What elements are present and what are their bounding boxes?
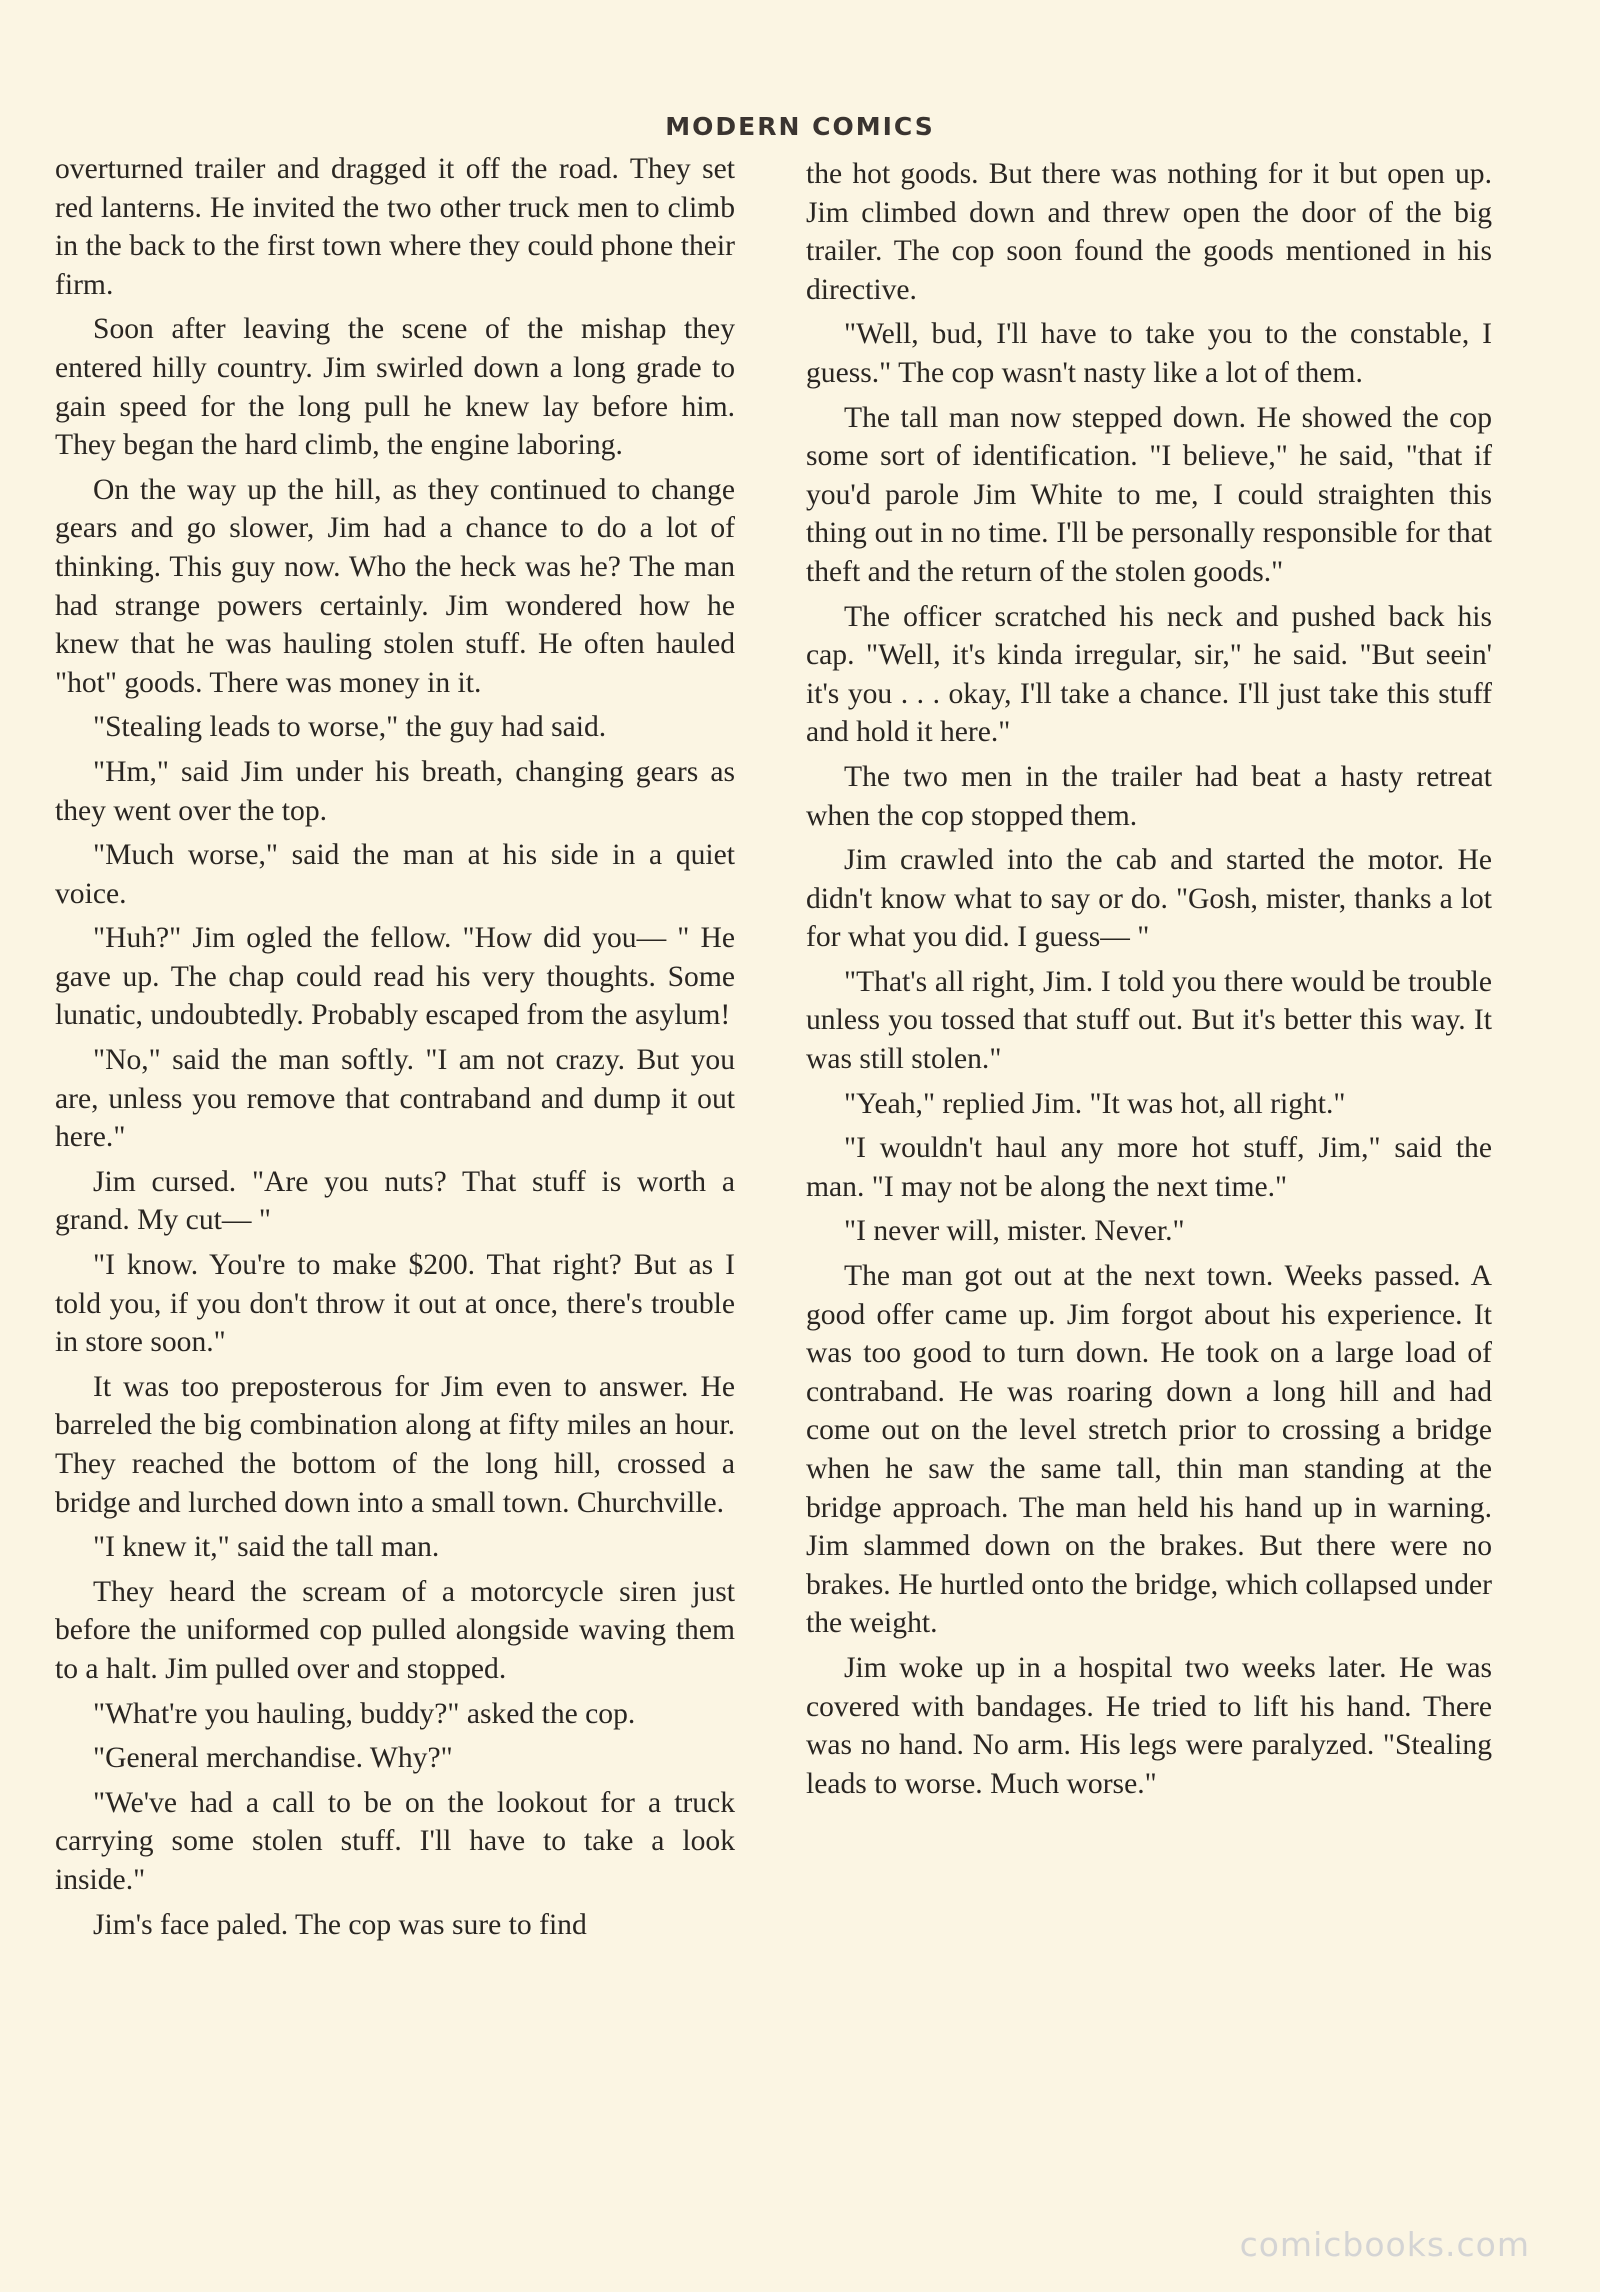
watermark: comicbooks.com [1239,2225,1530,2264]
paragraph: "No," said the man softly. "I am not crazy. But you are, unless you remove that contraband and dump it out here." [55,1044,735,1154]
paragraph: "Yeah," replied Jim. "It was hot, all right." [844,1087,1346,1120]
paragraph: The two men in the trailer had beat a hasty retreat when the cop stopped them. [806,760,1492,832]
paragraph: the hot goods. But there was nothing for it but open up. Jim climbed down and threw open the door of the big trailer. The cop soon found the goods mentioned in his directive. [806,158,1492,306]
paragraph: Jim's face paled. The cop was sure to find [93,1908,587,1941]
paragraph: "Hm," said Jim under his breath, changing gears as they went over the top. [55,755,735,827]
paragraph: "What're you hauling, buddy?" asked the cop. [93,1697,636,1730]
paragraph: Jim crawled into the cab and started the motor. He didn't know what to say or do. "Gosh, mister, thanks a lot for what you did. I guess— " [806,844,1492,954]
paragraph: The officer scratched his neck and pushed back his cap. "Well, it's kinda irregular, sir," he said. "But seein' it's you . . . okay, I'll take a chance. I'll just take this stuff and hold it here." [806,600,1492,749]
paragraph: "I knew it," said the tall man. [93,1531,440,1564]
paragraph: "Stealing leads to worse," the guy had said. [93,711,607,744]
paragraph: "I never will, mister. Never." [844,1215,1185,1248]
paragraph: "General merchandise. Why?" [93,1742,453,1775]
paragraph: Jim cursed. "Are you nuts? That stuff is worth a grand. My cut— " [55,1165,735,1237]
paragraph: They heard the scream of a motorcycle siren just before the uniformed cop pulled alongside waving them to a halt. Jim pulled over and stopped. [55,1575,735,1685]
paragraph: "Well, bud, I'll have to take you to the constable, I guess." The cop wasn't nasty like a lot of them. [806,318,1492,389]
page-header: MODERN COMICS [665,112,935,141]
paragraph: Soon after leaving the scene of the mishap they entered hilly country. Jim swirled down a long grade to gain speed for the long pull he knew lay before him. They began the hard climb, the engine laboring. [55,313,735,462]
paragraph: overturned trailer and dragged it off the road. They set red lanterns. He invited the two other truck men to climb in the back to the first town where they could phone their firm. [55,153,735,301]
right-column [806,155,1492,1809]
paragraph: "I wouldn't haul any more hot stuff, Jim," said the man. "I may not be along the next time." [806,1132,1492,1203]
paragraph: The man got out at the next town. Weeks passed. A good offer came up. Jim forgot about his experience. It was too good to turn down. He took on a large load of contraband. He was roaring down a long hill and had come out on the level stretch prior to crossing a bridge when he saw the same tall, thin man standing at the bridge approach. The man held his hand up in warning. Jim slammed down on the brakes. But there were no brakes. He hurtled onto the bridge, which collapsed under the weight. [806,1260,1492,1640]
paragraph: It was too preposterous for Jim even to answer. He barreled the big combination along at fifty miles an hour. They reached the bottom of the long hill, crossed a bridge and lurched down into a small town. Churchville. [55,1370,735,1519]
paragraph: On the way up the hill, as they continued to change gears and go slower, Jim had a chance to do a lot of thinking. This guy now. Who the heck was he? The man had strange powers certainly. Jim wondered how he knew that he was hauling stolen stuff. He often hauled "hot" goods. There was money in it. [55,473,735,699]
paragraph: "We've had a call to be on the lookout for a truck carrying some stolen stuff. I'll have to take a look inside." [55,1786,735,1896]
paragraph: "Much worse," said the man at his side in a quiet voice. [55,839,735,910]
paragraph: The tall man now stepped down. He showed the cop some sort of identification. "I believe," he said, "that if you'd parole Jim White to me, I could straighten this thing out in no time. I'll be personally responsible for that theft and the return of the stolen goods." [806,401,1492,588]
paragraph: "That's all right, Jim. I told you there would be trouble unless you tossed that stuff out. But it's better this way. It was still stolen." [806,965,1492,1076]
paragraph: Jim woke up in a hospital two weeks later. He was covered with bandages. He tried to lift his hand. There was no hand. No arm. His legs were paralyzed. "Stealing leads to worse. Much worse." [806,1651,1492,1800]
left-column [55,150,735,1950]
paragraph: "Huh?" Jim ogled the fellow. "How did you— " He gave up. The chap could read his very thoughts. Some lunatic, undoubtedly. Probably escaped from the asylum! [55,922,735,1032]
paragraph: "I know. You're to make $200. That right? But as I told you, if you don't throw it out at once, there's trouble in store soon." [55,1249,735,1359]
